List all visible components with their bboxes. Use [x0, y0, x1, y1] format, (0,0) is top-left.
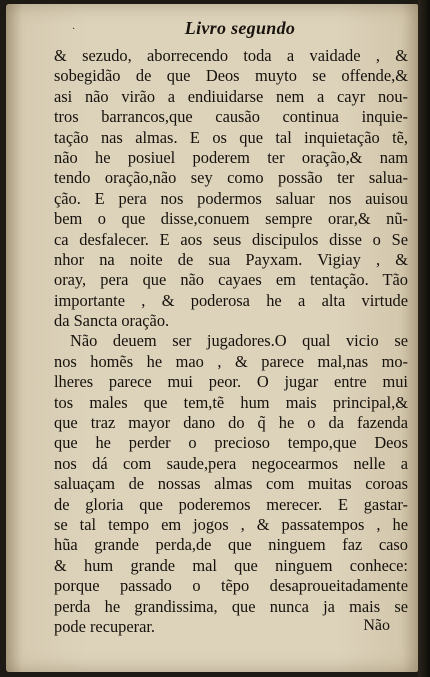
text-line: nos dá com saude,pera negocearmos nelle a: [54, 453, 408, 473]
text-line: Não deuem ser jugadores.O qual vicio se: [70, 331, 408, 351]
text-line: de gloria que poderemos merecer. E gastar-: [54, 494, 408, 514]
text-line: ca desfalecer. E aos seus discipulos disse o Se: [54, 229, 408, 249]
text-line: nos homẽs he mao , & parece mal,nas mo-: [54, 351, 408, 371]
body-text: [54, 46, 408, 637]
text-line: bem o que disse,conuem sempre orar,& nũ-: [54, 209, 408, 229]
running-head: Livro segundo: [184, 18, 296, 38]
text-line: tos males que tem,tẽ hum mais principal,&: [54, 392, 408, 412]
page-header: [6, 18, 418, 39]
text-line: asi não virão a endiuidarse nem a cayr nou-: [54, 86, 408, 106]
text-line: da Sancta oração.: [54, 311, 170, 331]
text-line: não he posiuel poderem ter oração,& nam: [54, 147, 408, 167]
text-line: que traz mayor dano do q̃ he o da fazenda: [54, 413, 408, 433]
text-line: lheres parece mui peor. O jugar entre mui: [54, 372, 408, 392]
paper-page: [6, 4, 418, 672]
text-line: sobegidão de que Deos muyto se offende,&: [54, 66, 408, 86]
text-line: saluaçam de nossas almas com muitas coroas: [54, 474, 408, 494]
text-line: tendo oração,não sey como possão ter salua-: [54, 168, 408, 188]
text-line: importante , & poderosa he a alta virtude: [54, 290, 408, 310]
book-gutter-edge: [418, 0, 430, 677]
text-line: nhor na noite de sua Payxam. Vigiay , &: [54, 249, 408, 269]
text-line: tação nas almas. E os que tal inquietação tẽ,: [54, 127, 408, 147]
text-line: ção. E pera nos podermos saluar nos auisou: [54, 188, 408, 208]
header-mark: ·: [72, 24, 76, 35]
text-line: porque passado o tẽpo desaproueitadamente: [54, 576, 408, 596]
text-line: hũa grande perda,de que ninguem faz caso: [54, 535, 408, 555]
text-line: & hum grande mal que ninguem conhece:: [54, 555, 408, 575]
text-line: pode recuperar.: [54, 616, 156, 636]
catchword: Não: [363, 617, 390, 634]
text-line: perda he grandissima, que nunca ja mais se: [54, 596, 408, 616]
text-line: oray, pera que não cayaes em tentação. Tão: [54, 270, 408, 290]
text-line: tros barrancos,que causão continua inquie-: [54, 107, 408, 127]
text-line: se tal tempo em jogos , & passatempos , he: [54, 514, 408, 534]
text-line: que he perder o precioso tempo,que Deos: [54, 433, 408, 453]
text-line: & sezudo, aborrecendo toda a vaidade , &: [54, 46, 408, 65]
